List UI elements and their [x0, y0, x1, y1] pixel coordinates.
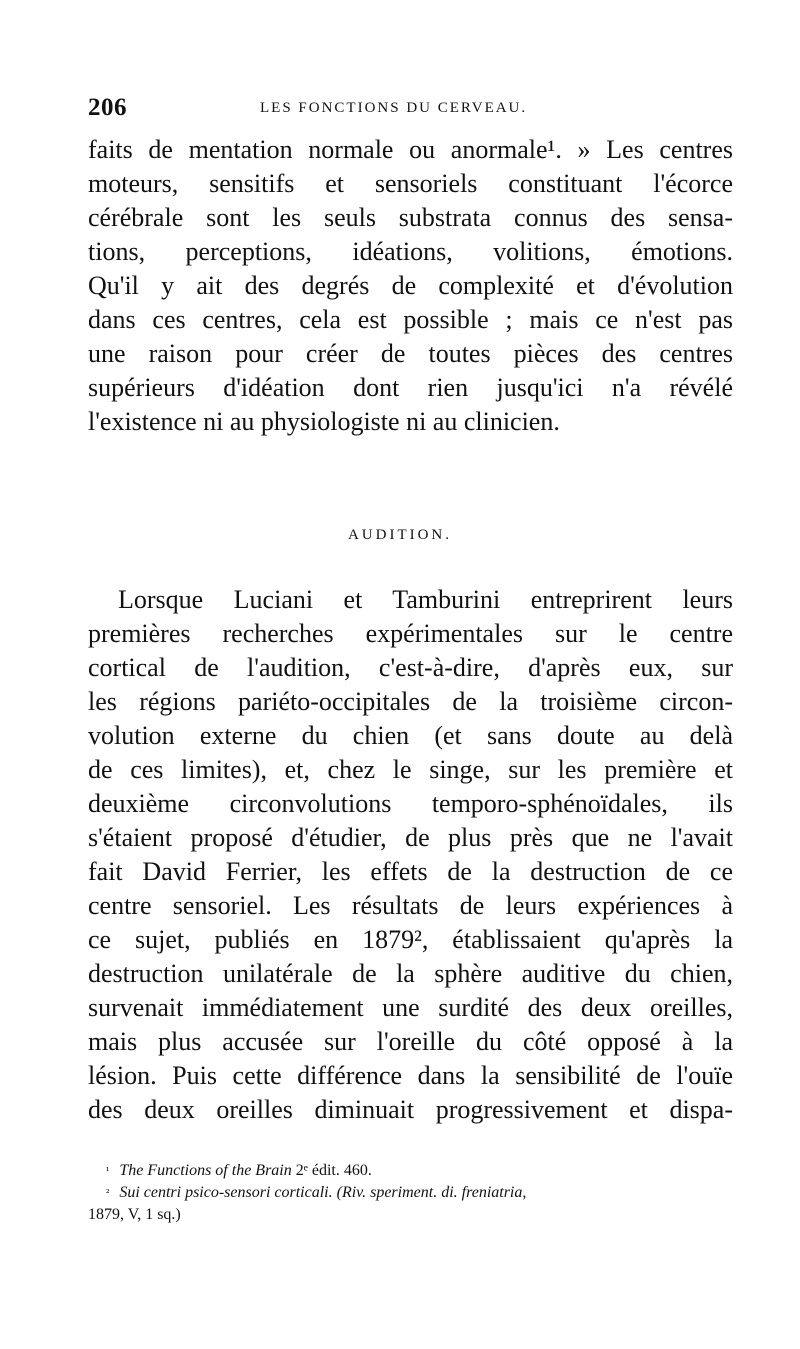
text-line: cérébrale sont les seuls substrata connus des sensa- [88, 203, 733, 232]
page-header [88, 94, 733, 128]
text-line: les régions pariéto-occipitales de la troisième circon- [88, 687, 733, 716]
text-line: dans ces centres, cela est possible ; mais ce n'est pas [88, 305, 733, 334]
text-line: l'existence ni au physiologiste ni au clinicien. [88, 407, 560, 436]
page-number: 206 [88, 94, 127, 121]
text-line: centre sensoriel. Les résultats de leurs expériences à [88, 891, 733, 920]
text-line: de ces limites), et, chez le singe, sur les première et [88, 755, 733, 784]
text-line: lésion. Puis cette différence dans la sensibilité de l'ouïe [88, 1061, 733, 1090]
footnote-marker: ¹ [106, 1165, 110, 1177]
text-line: une raison pour créer de toutes pièces des centres [88, 339, 733, 368]
text-line: deuxième circonvolutions temporo-sphénoïdales, ils [88, 789, 733, 818]
footnote-1 [88, 1160, 733, 1182]
paragraph-continued [88, 133, 733, 439]
running-head: LES FONCTIONS DU CERVEAU. [260, 100, 528, 116]
text-line: mais plus accusée sur l'oreille du côté opposé à la [88, 1027, 733, 1056]
footnote-reference: (Riv. speriment. di. freniatria, [332, 1184, 527, 1201]
footnotes [88, 1160, 733, 1226]
text-line: destruction unilatérale de la sphère auditive du chien, [88, 959, 733, 988]
text-line: volution externe du chien (et sans doute au delà [88, 721, 733, 750]
footnote-title: Sui centri psico-sensori corticali. [119, 1184, 333, 1201]
text-line: survenait immédiatement une surdité des deux oreilles, [88, 993, 733, 1022]
text-line: cortical de l'audition, c'est-à-dire, d'après eux, sur [88, 653, 733, 682]
text-line: ce sujet, publiés en 1879², établissaient qu'après la [88, 925, 733, 954]
text-line: des deux oreilles diminuait progressivement et dispa- [88, 1095, 733, 1124]
footnote-title: The Functions of the Brain [119, 1162, 292, 1179]
footnote-2 [88, 1182, 733, 1204]
paragraph-audition [88, 583, 733, 1127]
text-line: premières recherches expérimentales sur le centre [88, 619, 733, 648]
footnote-reference: 2ᵉ édit. 460. [291, 1162, 372, 1179]
section-title: AUDITION. [347, 527, 453, 543]
text-line: s'étaient proposé d'étudier, de plus près que ne l'avait [88, 823, 733, 852]
text-line: fait David Ferrier, les effets de la destruction de ce [88, 857, 733, 886]
text-line: Qu'il y ait des degrés de complexité et d'évolution [88, 271, 733, 300]
text-line: tions, perceptions, idéations, volitions, émotions. [88, 237, 733, 266]
footnote-2-continued: 1879, V, 1 sq.) [88, 1206, 181, 1223]
footnote-marker: ² [106, 1187, 110, 1199]
text-line: Lorsque Luciani et Tamburini entreprirent leurs [118, 585, 733, 614]
text-line: supérieurs d'idéation dont rien jusqu'ici n'a révélé [88, 373, 733, 402]
text-line: faits de mentation normale ou anormale¹. » Les centres [88, 135, 733, 164]
text-line: moteurs, sensitifs et sensoriels constituant l'écorce [88, 169, 733, 198]
